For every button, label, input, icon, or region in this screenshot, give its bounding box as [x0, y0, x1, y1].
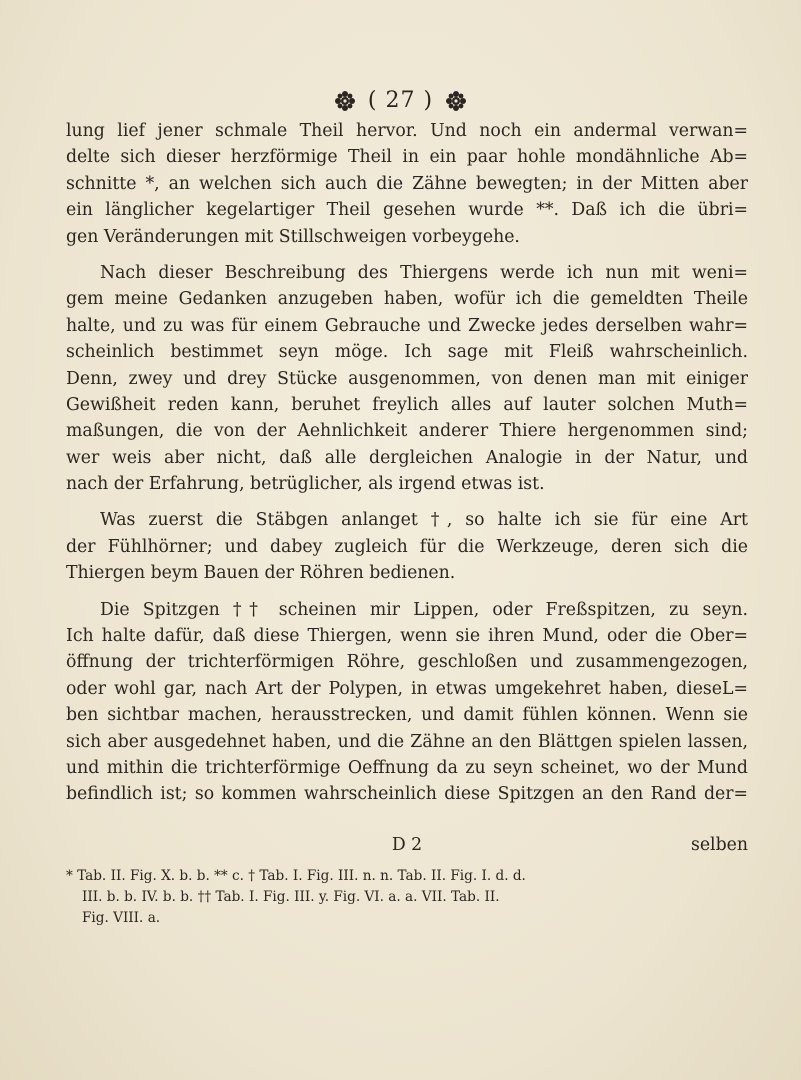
text-line: Was zuerst die Stäbgen anlanget †, so halte ich sie für eine Art	[100, 510, 748, 531]
page-header	[0, 88, 801, 113]
text-line: maßungen, die von der Aehnlichkeit anderer Thiere hergenommen sind;	[66, 421, 748, 442]
text-line: halte, und zu was für einem Gebrauche und Zwecke jedes derselben wahr=	[66, 315, 748, 336]
text-line: ein länglicher kegelartiger Theil gesehen wurde **. Daß ich die übri=	[66, 200, 748, 221]
text-line: Thiergen beym Bauen der Röhren bedienen.	[66, 563, 456, 584]
catchline	[66, 835, 748, 861]
text-line: Die Spitzgen †† scheinen mir Lippen, oder Freßspitzen, zu seyn.	[100, 599, 748, 620]
text-line: Denn, zwey und drey Stücke ausgenommen, von denen man mit einiger	[66, 368, 748, 389]
text-line: wer weis aber nicht, daß alle dergleichen Analogie in der Natur, und	[66, 447, 748, 468]
text-line: gen Veränderungen mit Stillschweigen vorbeygehe.	[66, 226, 520, 247]
main-text	[66, 118, 748, 808]
text-line: und mithin die trichterförmige Oeffnung da zu seyn scheinet, wo der Mund	[66, 757, 748, 778]
footnote-line: * Tab. II. Fig. X. b. b. ** c. † Tab. I. Fig. III. n. n. Tab. II. Fig. I. d. d.	[66, 868, 526, 884]
text-line: schnitte *, an welchen sich auch die Zähne bewegten; in der Mitten aber	[66, 173, 748, 194]
text-line: oder wohl gar, nach Art der Polypen, in etwas umgekehret haben, dieseL=	[66, 678, 748, 699]
text-line: Ich halte dafür, daß diese Thiergen, wenn sie ihren Mund, oder die Ober=	[66, 626, 748, 647]
signature-mark: D 2	[391, 835, 423, 855]
text-line: nach der Erfahrung, betrüglicher, als irgend etwas ist.	[66, 474, 545, 495]
page-number: ( 27 )	[367, 88, 434, 113]
text-line: lung lief jener schmale Theil hervor. Und noch ein andermal verwan=	[66, 121, 748, 141]
text-line: öffnung der trichterförmigen Röhre, geschloßen und zusammengezogen,	[66, 652, 748, 673]
text-line: scheinlich bestimmet seyn möge. Ich sage mit Fleiß wahrscheinlich.	[66, 342, 748, 363]
text-line: sich aber ausgedehnet haben, und die Zähne an den Blättgen spielen lassen,	[66, 731, 748, 752]
footnotes	[66, 866, 766, 929]
footnote-line: Fig. VIII. a.	[82, 910, 161, 926]
text-line: delte sich dieser herzförmige Theil in ein paar hohle mondähnliche Ab=	[66, 147, 748, 168]
text-line: ben sichtbar machen, herausstrecken, und damit fühlen können. Wenn sie	[66, 705, 748, 726]
footnote-line: III. b. b. IV. b. b. †† Tab. I. Fig. III. y. Fig. VI. a. a. VII. Tab. II.	[82, 889, 500, 905]
text-line: Nach dieser Beschreibung des Thiergens werde ich nun mit weni=	[100, 262, 748, 283]
catchword: selben	[690, 835, 748, 855]
text-line: der Fühlhörner; und dabey zugleich für die Werkzeuge, deren sich die	[66, 536, 748, 557]
text-line: befindlich ist; so kommen wahrscheinlich diese Spitzgen an den Rand der=	[66, 784, 748, 805]
flower-ornament-icon	[445, 90, 467, 112]
text-line: Gewißheit reden kann, beruhet freylich alles auf lauter solchen Muth=	[66, 394, 748, 415]
text-line: gem meine Gedanken anzugeben haben, wofür ich die gemeldten Theile	[66, 289, 748, 310]
flower-ornament-icon	[334, 90, 356, 112]
